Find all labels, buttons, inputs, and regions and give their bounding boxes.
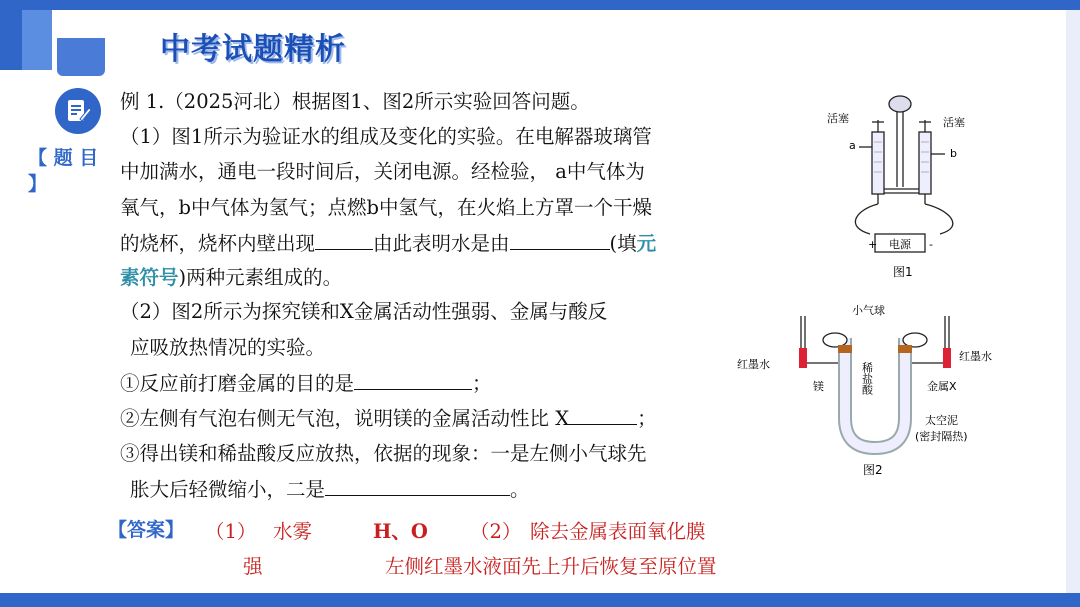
right-stopper — [898, 345, 912, 353]
text: 胀大后轻微缩小，二是 — [130, 478, 326, 501]
question-p1-line5 — [120, 266, 342, 290]
figure-2-label: 稀盐酸 — [860, 362, 874, 395]
question-p2-q3-line1: ③得出镁和稀盐酸反应放热，依据的现象：一是左侧小气球先 — [120, 442, 647, 465]
question-p2-q1 — [120, 372, 492, 396]
figure-2-label: 太空泥 — [925, 414, 958, 427]
highlight-text: 元 — [636, 232, 657, 255]
answer-1-2: H、O — [373, 520, 428, 543]
answer-label: 【答案】 — [108, 519, 185, 541]
answer-2-1: 除去金属表面氧化膜 — [530, 520, 706, 543]
answer-blank — [325, 478, 510, 496]
question-tag: 【 题 目 】 — [28, 147, 99, 195]
right-red-ink — [943, 348, 951, 368]
answer-2-number: （2） — [470, 520, 522, 543]
power-label: 电源 — [889, 238, 911, 251]
figure-2-label: 红墨水 — [737, 358, 770, 371]
text: 。 — [510, 478, 530, 501]
answer-blank — [510, 232, 610, 250]
answer-2-3: 左侧红墨水液面先上升后恢复至原位置 — [385, 555, 717, 578]
text: (填 — [609, 232, 637, 255]
answer-blank — [354, 372, 472, 390]
answer-2-2: 强 — [243, 555, 263, 578]
figure-1-label: + — [868, 238, 878, 251]
question-p2-q2 — [120, 407, 657, 431]
figure-2-label: 金属X — [927, 380, 957, 393]
question-intro: 例 1.（2025河北）根据图1、图2所示实验回答问题。 — [120, 90, 590, 113]
question-p2-line1: （2）图2所示为探究镁和X金属活动性强弱、金属与酸反 — [120, 300, 608, 323]
figure-2-u-tube — [735, 298, 1035, 483]
left-stopper — [838, 345, 852, 353]
answer-1-1: 水雾 — [273, 520, 313, 543]
question-p2-q3-line2 — [130, 478, 530, 502]
question-p1-line3: 氧气，b中气体为氢气；点燃b中氢气，在火焰上方罩一个干燥 — [120, 196, 652, 219]
figure-1-electrolysis — [815, 92, 1005, 284]
figure-1-label: 活塞 — [943, 116, 965, 129]
figure-2-caption: 图2 — [863, 463, 883, 477]
text: ②左侧有气泡右侧无气泡，说明镁的金属活动性比 X — [120, 407, 570, 430]
bottom-bar — [0, 593, 1080, 607]
document-edit-icon — [55, 88, 101, 134]
text: ； — [637, 407, 657, 430]
highlight-text: 素符号 — [120, 266, 179, 289]
text: ； — [472, 372, 492, 395]
text: 的烧杯，烧杯内壁出现 — [120, 232, 316, 255]
title-tab — [57, 38, 105, 76]
figure-1-label: - — [929, 238, 933, 251]
text: ①反应前打磨金属的目的是 — [120, 372, 355, 395]
right-bar — [1066, 10, 1080, 593]
figure-1-label: a — [849, 139, 856, 152]
question-p1-line2: 中加满水，通电一段时间后，关闭电源。经检验， a中气体为 — [120, 160, 645, 183]
answer-blank — [569, 407, 637, 425]
figure-2-label: (密封隔热) — [915, 430, 968, 443]
figure-2-label: 镁 — [813, 380, 824, 393]
question-p2-line2: 应吸放热情况的实验。 — [130, 336, 326, 359]
figure-1-label: 活塞 — [827, 112, 849, 125]
question-p1-line4 — [120, 232, 656, 256]
top-bar — [0, 0, 1080, 10]
answer-blank — [315, 232, 373, 250]
answer-1-number: （1） — [205, 520, 257, 543]
figure-2-label: 小气球 — [852, 304, 885, 317]
figure-2-label: 红墨水 — [959, 350, 992, 363]
text: 由此表明水是由 — [373, 232, 510, 255]
question-p1-line1: （1）图1所示为验证水的组成及变化的实验。在电解器玻璃管 — [120, 125, 652, 148]
text: )两种元素组成的。 — [178, 266, 343, 289]
figure-1-label: b — [950, 147, 957, 160]
page-title: 中考试题精析 — [160, 32, 346, 67]
figure-1-caption: 图1 — [893, 265, 913, 279]
corner-decoration-light — [22, 10, 52, 70]
left-red-ink — [799, 348, 807, 368]
